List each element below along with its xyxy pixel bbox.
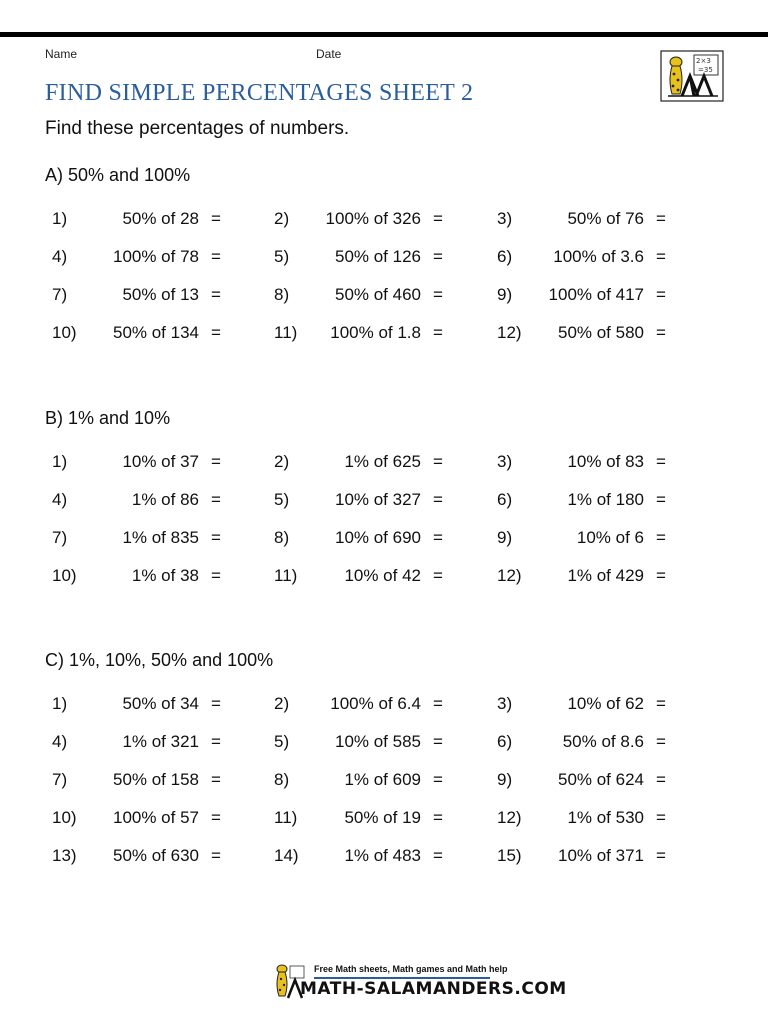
footer-tagline: Free Math sheets, Math games and Math help (314, 964, 508, 974)
question-number: 12) (497, 808, 522, 827)
percentage-expression: 1% of 321 (122, 732, 199, 751)
percentage-expression: 50% of 580 (557, 323, 644, 342)
problem-row (0, 768, 768, 792)
percentage-expression: 50% of 126 (334, 247, 421, 266)
svg-text:=35: =35 (698, 66, 713, 74)
question-number: 9) (497, 528, 513, 547)
equals-sign: = (211, 209, 221, 228)
equals-sign: = (211, 528, 221, 547)
equals-sign: = (656, 566, 666, 585)
equals-sign: = (433, 566, 443, 585)
equals-sign: = (211, 846, 221, 865)
equals-sign: = (211, 694, 221, 713)
question-number: 6) (497, 490, 513, 509)
question-number: 9) (497, 770, 513, 789)
question-number: 7) (52, 528, 68, 547)
equals-sign: = (433, 732, 443, 751)
question-number: 10) (52, 323, 77, 342)
percentage-expression: 50% of 158 (112, 770, 199, 789)
name-label: Name (45, 47, 78, 61)
section-heading: B) 1% and 10% (45, 408, 171, 428)
equals-sign: = (433, 209, 443, 228)
equals-sign: = (211, 732, 221, 751)
question-number: 3) (497, 694, 513, 713)
percentage-expression: 10% of 62 (567, 694, 644, 713)
top-rule (0, 32, 768, 37)
question-number: 3) (497, 209, 513, 228)
equals-sign: = (656, 846, 666, 865)
equals-sign: = (656, 209, 666, 228)
percentage-expression: 1% of 86 (131, 490, 199, 509)
question-number: 14) (274, 846, 299, 865)
equals-sign: = (656, 770, 666, 789)
problem-row (0, 321, 768, 345)
svg-text:2×3: 2×3 (696, 57, 711, 65)
equals-sign: = (433, 528, 443, 547)
problem-row (0, 526, 768, 550)
percentage-expression: 50% of 76 (567, 209, 644, 228)
percentage-expression: 10% of 37 (122, 452, 199, 471)
question-number: 8) (274, 528, 290, 547)
question-number: 1) (52, 452, 68, 471)
equals-sign: = (656, 323, 666, 342)
problem-row (0, 564, 768, 588)
question-number: 6) (497, 247, 513, 266)
percentage-expression: 10% of 371 (557, 846, 644, 865)
equals-sign: = (656, 732, 666, 751)
equals-sign: = (433, 247, 443, 266)
question-number: 2) (274, 694, 290, 713)
percentage-expression: 50% of 19 (344, 808, 421, 827)
percentage-expression: 1% of 609 (344, 770, 421, 789)
equals-sign: = (211, 490, 221, 509)
question-number: 5) (274, 732, 290, 751)
percentage-expression: 50% of 630 (112, 846, 199, 865)
equals-sign: = (433, 285, 443, 304)
percentage-expression: 50% of 460 (334, 285, 421, 304)
question-number: 11) (274, 566, 298, 585)
percentage-expression: 1% of 38 (131, 566, 199, 585)
problem-row (0, 450, 768, 474)
question-number: 3) (497, 452, 513, 471)
percentage-expression: 100% of 57 (112, 808, 199, 827)
percentage-expression: 10% of 585 (334, 732, 421, 751)
percentage-expression: 100% of 417 (548, 285, 644, 304)
percentage-expression: 50% of 13 (122, 285, 199, 304)
question-number: 8) (274, 770, 290, 789)
percentage-expression: 10% of 6 (576, 528, 644, 547)
page-title: FIND SIMPLE PERCENTAGES SHEET 2 (45, 80, 474, 106)
percentage-expression: 100% of 1.8 (330, 323, 421, 342)
percentage-expression: 10% of 690 (334, 528, 421, 547)
equals-sign: = (433, 846, 443, 865)
problem-row (0, 245, 768, 269)
percentage-expression: 10% of 327 (334, 490, 421, 509)
problem-row (0, 207, 768, 231)
problem-row (0, 806, 768, 830)
equals-sign: = (656, 808, 666, 827)
problem-row (0, 730, 768, 754)
section-heading: A) 50% and 100% (45, 165, 191, 185)
percentage-expression: 100% of 326 (325, 209, 421, 228)
question-number: 9) (497, 285, 513, 304)
equals-sign: = (433, 694, 443, 713)
percentage-expression: 50% of 624 (557, 770, 644, 789)
percentage-expression: 1% of 429 (567, 566, 644, 585)
equals-sign: = (656, 452, 666, 471)
percentage-expression: 50% of 8.6 (562, 732, 644, 751)
equals-sign: = (211, 247, 221, 266)
percentage-expression: 10% of 42 (344, 566, 421, 585)
equals-sign: = (211, 323, 221, 342)
equals-sign: = (433, 452, 443, 471)
problem-row (0, 488, 768, 512)
percentage-expression: 50% of 28 (122, 209, 199, 228)
equals-sign: = (211, 285, 221, 304)
question-number: 4) (52, 247, 68, 266)
percentage-expression: 1% of 180 (567, 490, 644, 509)
question-number: 10) (52, 566, 77, 585)
section-heading: C) 1%, 10%, 50% and 100% (45, 650, 274, 670)
date-label: Date (316, 47, 342, 61)
percentage-expression: 1% of 483 (344, 846, 421, 865)
percentage-expression: 10% of 83 (567, 452, 644, 471)
salamander-math-logo-icon (660, 50, 724, 102)
question-number: 2) (274, 209, 290, 228)
percentage-expression: 1% of 625 (344, 452, 421, 471)
percentage-expression: 100% of 3.6 (553, 247, 644, 266)
question-number: 10) (52, 808, 77, 827)
percentage-expression: 1% of 835 (122, 528, 199, 547)
equals-sign: = (211, 808, 221, 827)
question-number: 5) (274, 490, 290, 509)
question-number: 1) (52, 209, 68, 228)
equals-sign: = (433, 490, 443, 509)
question-number: 8) (274, 285, 290, 304)
question-number: 4) (52, 490, 68, 509)
percentage-expression: 1% of 530 (567, 808, 644, 827)
question-number: 12) (497, 323, 522, 342)
equals-sign: = (656, 285, 666, 304)
equals-sign: = (656, 247, 666, 266)
question-number: 13) (52, 846, 77, 865)
equals-sign: = (656, 694, 666, 713)
footer-site-name[interactable]: MATH-SALAMANDERS.COM (300, 979, 567, 999)
problem-row (0, 283, 768, 307)
equals-sign: = (211, 452, 221, 471)
equals-sign: = (656, 490, 666, 509)
problem-row (0, 844, 768, 868)
instructions: Find these percentages of numbers. (45, 118, 350, 139)
question-number: 15) (497, 846, 522, 865)
question-number: 1) (52, 694, 68, 713)
question-number: 5) (274, 247, 290, 266)
equals-sign: = (433, 323, 443, 342)
equals-sign: = (211, 566, 221, 585)
equals-sign: = (433, 770, 443, 789)
percentage-expression: 100% of 6.4 (330, 694, 421, 713)
question-number: 7) (52, 770, 68, 789)
question-number: 12) (497, 566, 522, 585)
percentage-expression: 50% of 34 (122, 694, 199, 713)
question-number: 2) (274, 452, 290, 471)
problem-row (0, 692, 768, 716)
question-number: 6) (497, 732, 513, 751)
percentage-expression: 100% of 78 (112, 247, 199, 266)
question-number: 7) (52, 285, 68, 304)
equals-sign: = (433, 808, 443, 827)
question-number: 4) (52, 732, 68, 751)
percentage-expression: 50% of 134 (112, 323, 199, 342)
question-number: 11) (274, 808, 298, 827)
question-number: 11) (274, 323, 298, 342)
equals-sign: = (656, 528, 666, 547)
equals-sign: = (211, 770, 221, 789)
